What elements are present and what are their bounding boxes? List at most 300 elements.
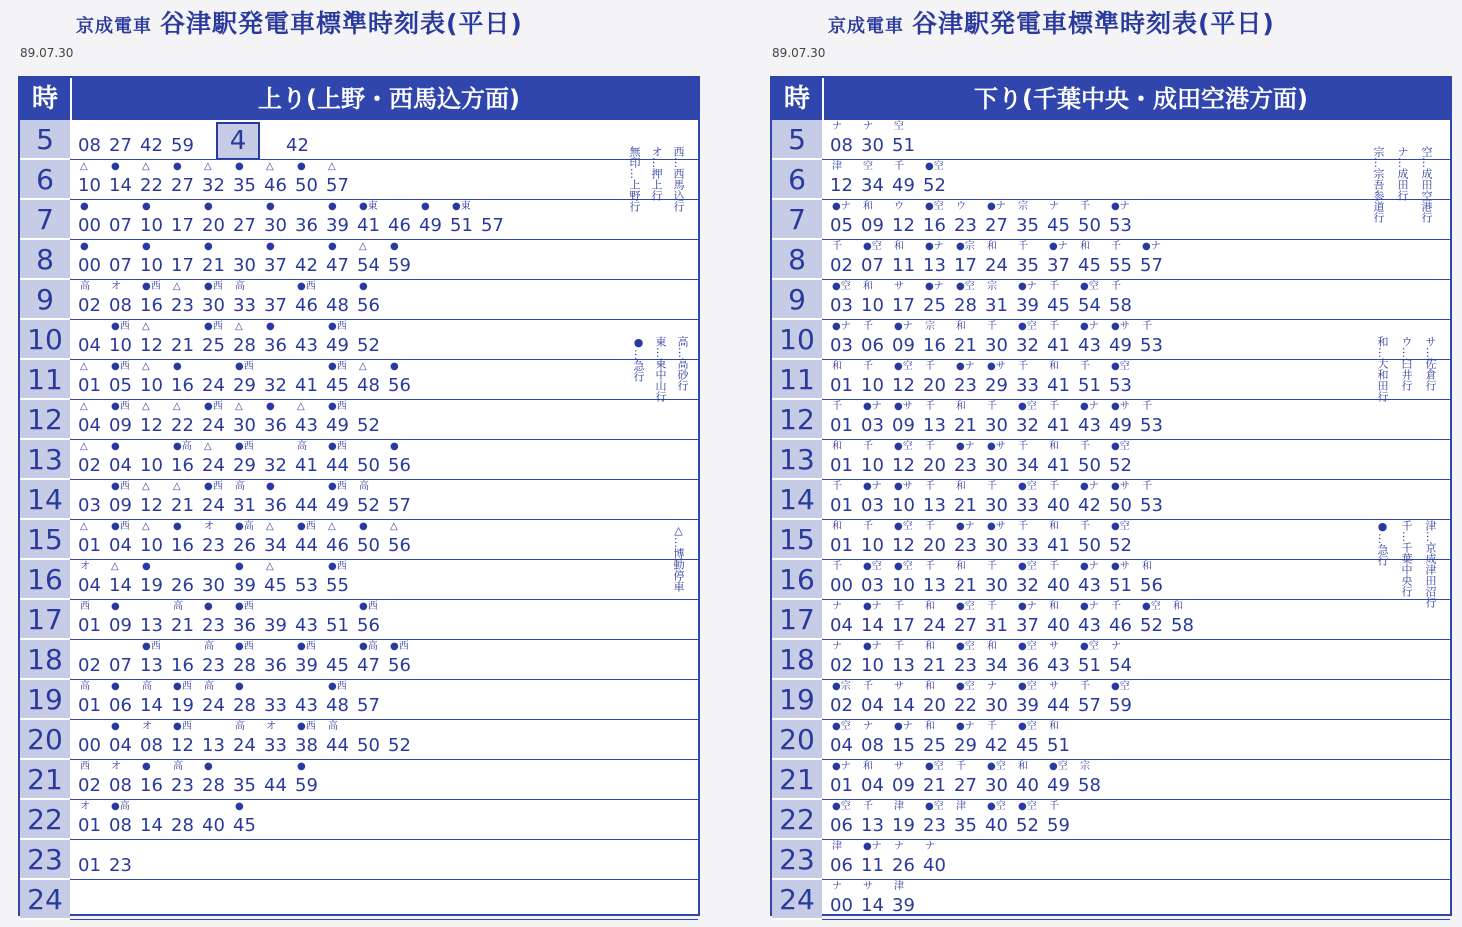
departure-time [295, 640, 326, 680]
minute-value: 24 [202, 495, 225, 516]
minute-value: 29 [954, 735, 977, 756]
minute-value: 45 [1078, 255, 1101, 276]
minute-value: 50 [1078, 215, 1101, 236]
minute-value: 46 [264, 175, 287, 196]
train-type-mark: ● [142, 561, 151, 572]
minute-value: 46 [295, 295, 318, 316]
minute-value: 14 [109, 175, 132, 196]
minute-value: 39 [264, 615, 287, 636]
minute-value: 28 [202, 775, 225, 796]
train-type-mark: ●ナ [863, 641, 882, 652]
departure-time [202, 680, 233, 720]
train-type-mark: ● [390, 441, 399, 452]
departure-time [202, 720, 233, 760]
departure-time [830, 720, 861, 760]
departure-time [295, 320, 326, 360]
minute-value: 48 [357, 375, 380, 396]
train-type-mark: 和 [925, 721, 935, 732]
departure-time [326, 600, 357, 640]
train-type-mark: ●西 [111, 521, 130, 532]
departure-time [1109, 560, 1140, 600]
train-type-mark: ●西 [235, 441, 254, 452]
minute-value: 35 [1016, 255, 1039, 276]
departure-time [1109, 480, 1140, 520]
minute-value: 34 [1016, 455, 1039, 476]
departure-time [954, 240, 985, 280]
departure-time [295, 720, 326, 760]
minute-value: 45 [1047, 215, 1070, 236]
departure-time [295, 680, 326, 720]
departure-time [450, 200, 481, 240]
departure-time [388, 480, 419, 520]
minute-value: 50 [1109, 495, 1132, 516]
minute-value: 17 [892, 615, 915, 636]
table-row [20, 760, 698, 800]
minute-value: 40 [1047, 615, 1070, 636]
minutes-list [78, 440, 419, 480]
train-type-mark: △ [80, 521, 88, 532]
minute-value: 24 [202, 415, 225, 436]
train-type-mark: サ [894, 681, 904, 692]
departure-time [78, 600, 109, 640]
train-type-mark: 西 [80, 601, 90, 612]
minute-value: 23 [202, 615, 225, 636]
departure-time [830, 440, 861, 480]
departure-time [985, 240, 1016, 280]
train-type-mark: 和 [1049, 521, 1059, 532]
departure-time [233, 400, 264, 440]
departure-time [171, 200, 202, 240]
departure-time [140, 600, 171, 640]
train-type-mark: オ [111, 281, 121, 292]
minute-value: 43 [1078, 415, 1101, 436]
departure-time [892, 640, 923, 680]
minute-value: 57 [388, 495, 411, 516]
minute-value: 30 [233, 415, 256, 436]
train-type-mark: ●高 [173, 441, 192, 452]
hour-cell: 20 [772, 720, 822, 760]
departure-time [1047, 480, 1078, 520]
minute-value: 33 [264, 735, 287, 756]
train-type-mark: △ [204, 161, 212, 172]
departure-time [140, 240, 171, 280]
departure-time [861, 600, 892, 640]
minute-value: 41 [1047, 375, 1070, 396]
minute-value: 52 [1140, 615, 1163, 636]
departure-time [264, 640, 295, 680]
departure-time [233, 440, 264, 480]
legend-item: △…博動停車 [672, 524, 685, 592]
departure-time [388, 440, 419, 480]
departure-time [78, 360, 109, 400]
minute-value: 54 [357, 255, 380, 276]
minutes-list [78, 600, 388, 640]
train-type-mark: ●西 [204, 321, 223, 332]
departure-time [171, 360, 202, 400]
minute-value: 22 [954, 695, 977, 716]
minute-value: 09 [892, 415, 915, 436]
train-type-mark: 千 [1142, 321, 1152, 332]
departure-time [78, 440, 109, 480]
train-type-mark: ●ナ [956, 721, 975, 732]
departure-time [1078, 360, 1109, 400]
minute-value: 40 [1016, 775, 1039, 796]
minute-value: 51 [1078, 375, 1101, 396]
minute-value: 02 [78, 655, 101, 676]
minute-value: 49 [892, 175, 915, 196]
departure-time [892, 120, 923, 160]
train-type-mark: ● [142, 201, 151, 212]
hour-cell: 9 [772, 280, 822, 320]
minute-value: 42 [295, 255, 318, 276]
minute-value: 12 [892, 455, 915, 476]
train-type-mark: ●空 [832, 801, 851, 812]
departure-time [954, 480, 985, 520]
minute-value: 02 [78, 775, 101, 796]
hour-cell: 8 [772, 240, 822, 280]
minute-value: 13 [923, 575, 946, 596]
train-type-mark: ナ [863, 721, 873, 732]
departure-time [233, 640, 264, 680]
train-type-mark: ウ [894, 201, 904, 212]
minute-value: 36 [233, 615, 256, 636]
train-type-mark: ● [266, 321, 275, 332]
minute-value: 21 [954, 415, 977, 436]
minute-value: 12 [892, 215, 915, 236]
departure-time [140, 720, 171, 760]
departure-time [830, 360, 861, 400]
minute-value: 24 [233, 735, 256, 756]
hour-cell: 17 [772, 600, 822, 640]
departure-time [1140, 560, 1171, 600]
departure-time [295, 200, 326, 240]
departure-time [326, 320, 357, 360]
minute-value: 29 [233, 375, 256, 396]
minute-value: 09 [109, 615, 132, 636]
minute-value: 10 [140, 255, 163, 276]
train-type-mark: ナ [832, 881, 842, 892]
minute-value: 21 [954, 575, 977, 596]
departure-time [923, 680, 954, 720]
print-date: 89.07.30 [772, 46, 826, 60]
train-type-mark: 千 [863, 321, 873, 332]
departure-time [1016, 480, 1047, 520]
minute-value: 51 [892, 135, 915, 156]
minute-value: 34 [264, 535, 287, 556]
minute-value: 08 [109, 775, 132, 796]
minutes-list [830, 400, 1171, 440]
train-type-mark: 千 [1018, 441, 1028, 452]
train-type-mark: ●高 [111, 801, 130, 812]
departure-time [830, 240, 861, 280]
departure-time [109, 720, 140, 760]
minute-value: 00 [78, 255, 101, 276]
train-type-mark: ●ナ [925, 241, 944, 252]
minute-value: 30 [861, 135, 884, 156]
departure-time [830, 480, 861, 520]
departure-time [1047, 640, 1078, 680]
departure-time [233, 720, 264, 760]
train-type-mark: △ [173, 281, 181, 292]
departure-time [202, 800, 233, 840]
departure-time [892, 880, 923, 920]
minute-value: 33 [1016, 495, 1039, 516]
departure-time [1140, 320, 1171, 360]
minute-value: 58 [1171, 615, 1194, 636]
minutes-list [830, 560, 1171, 600]
table-row [20, 560, 698, 600]
minute-value: 41 [295, 455, 318, 476]
minute-value: 39 [1016, 695, 1039, 716]
minute-value: 16 [171, 455, 194, 476]
minutes-list [78, 240, 419, 280]
train-type-mark: 千 [925, 561, 935, 572]
departure-time [861, 840, 892, 880]
train-type-mark: ●ナ [1111, 201, 1130, 212]
departure-time [923, 200, 954, 240]
minute-value: 14 [140, 695, 163, 716]
departure-time [861, 400, 892, 440]
train-type-mark: △ [142, 161, 150, 172]
minute-value: 00 [830, 575, 853, 596]
departure-time [1078, 520, 1109, 560]
train-type-mark: 千 [1080, 681, 1090, 692]
minute-value: 14 [861, 615, 884, 636]
train-type-mark: 千 [832, 401, 842, 412]
train-type-mark: ●西 [142, 641, 161, 652]
minute-value: 44 [264, 775, 287, 796]
departure-time [1078, 760, 1109, 800]
departure-time [233, 480, 264, 520]
departure-time [985, 600, 1016, 640]
train-type-mark: △ [173, 481, 181, 492]
minute-value: 41 [1047, 535, 1070, 556]
minute-value: 33 [1016, 535, 1039, 556]
train-type-mark: 千 [1049, 801, 1059, 812]
minute-value: 16 [923, 215, 946, 236]
minute-value: 43 [295, 695, 318, 716]
departure-time [861, 720, 892, 760]
train-type-mark: ● [266, 481, 275, 492]
departure-time [1109, 320, 1140, 360]
departure-time [171, 240, 202, 280]
train-type-mark: ナ [1111, 641, 1121, 652]
departure-time [357, 480, 388, 520]
departure-time [233, 560, 264, 600]
departure-time [1016, 640, 1047, 680]
minute-value: 16 [140, 775, 163, 796]
minutes-list [78, 560, 357, 600]
minute-value: 47 [357, 655, 380, 676]
train-type-mark: 千 [925, 521, 935, 532]
departure-time [295, 280, 326, 320]
train-type-mark: 和 [925, 601, 935, 612]
company-name: 京成電車 [76, 16, 152, 37]
minute-value: 02 [830, 655, 853, 676]
train-type-mark: △ [328, 161, 336, 172]
hour-cell: 12 [20, 400, 70, 440]
departure-time [1109, 400, 1140, 440]
departure-time [78, 240, 109, 280]
departure-time [326, 440, 357, 480]
train-type-mark: 空 [894, 121, 904, 132]
train-type-mark: ●空 [894, 561, 913, 572]
train-type-mark: 和 [956, 321, 966, 332]
train-type-mark: ● [328, 241, 337, 252]
minute-value: 52 [923, 175, 946, 196]
train-type-mark: オ [111, 761, 121, 772]
departure-time [1078, 440, 1109, 480]
departure-time [1078, 400, 1109, 440]
minutes-list [830, 320, 1171, 360]
train-type-mark: ●空 [1049, 761, 1068, 772]
train-type-mark: △ [142, 481, 150, 492]
minute-value: 29 [985, 375, 1008, 396]
minute-value: 04 [78, 415, 101, 436]
train-type-mark: ●空 [925, 761, 944, 772]
minutes-list [78, 280, 388, 320]
sheet-header [76, 4, 523, 40]
train-type-mark: ●ナ [863, 481, 882, 492]
minute-value: 01 [830, 455, 853, 476]
train-type-mark: 西 [80, 761, 90, 772]
table-row [20, 120, 698, 160]
company-name: 京成電車 [828, 16, 904, 37]
departure-time [264, 760, 295, 800]
minute-value: 01 [830, 775, 853, 796]
table-row [772, 160, 1450, 200]
hour-cell: 22 [20, 800, 70, 840]
departure-time [985, 320, 1016, 360]
minute-value: 24 [985, 255, 1008, 276]
minute-value: 51 [326, 615, 349, 636]
minute-value: 12 [140, 495, 163, 516]
minute-value: 50 [1078, 455, 1101, 476]
minute-value: 30 [985, 575, 1008, 596]
hour-cell: 18 [772, 640, 822, 680]
departure-time [985, 400, 1016, 440]
departure-time [171, 480, 202, 520]
train-type-mark: 千 [1049, 321, 1059, 332]
table-row [772, 320, 1450, 360]
minute-value: 02 [830, 695, 853, 716]
minute-value: 30 [985, 455, 1008, 476]
train-type-mark: △ [80, 161, 88, 172]
departure-time [295, 360, 326, 400]
table-row [20, 880, 698, 920]
departure-time [830, 640, 861, 680]
minute-value: 53 [1140, 415, 1163, 436]
departure-time [295, 440, 326, 480]
train-type-mark: ●空 [987, 761, 1006, 772]
train-type-mark: ● [204, 601, 213, 612]
train-type-mark: ●西 [111, 321, 130, 332]
minute-value: 04 [109, 535, 132, 556]
departure-time [1047, 360, 1078, 400]
train-type-mark: ●ナ [1018, 281, 1037, 292]
minute-value: 56 [357, 295, 380, 316]
train-type-mark: 千 [987, 401, 997, 412]
train-type-mark: 千 [1018, 521, 1028, 532]
hour-cell: 11 [20, 360, 70, 400]
departure-time [264, 280, 295, 320]
legend-item: ●…急行 [1376, 520, 1389, 566]
departure-time [892, 720, 923, 760]
departure-time [78, 680, 109, 720]
train-type-mark: △ [359, 361, 367, 372]
train-type-mark: ●ナ [987, 201, 1006, 212]
train-type-mark: △ [80, 401, 88, 412]
train-type-mark: ●西 [111, 361, 130, 372]
train-type-mark: ●空 [956, 681, 975, 692]
train-type-mark: 高 [359, 481, 369, 492]
departure-time [1078, 480, 1109, 520]
train-type-mark: 和 [1049, 721, 1059, 732]
departure-time [171, 400, 202, 440]
minute-value: 33 [233, 295, 256, 316]
departure-time [1109, 240, 1140, 280]
table-row [20, 400, 698, 440]
minute-value: 43 [1078, 335, 1101, 356]
hour-cell: 15 [772, 520, 822, 560]
departure-time [357, 600, 388, 640]
departure-time [954, 400, 985, 440]
minutes-list [78, 760, 326, 800]
train-type-mark: ● [204, 241, 213, 252]
departure-time [861, 640, 892, 680]
minute-value: 41 [1047, 415, 1070, 436]
minutes-list [78, 400, 388, 440]
direction-title: 上り(上野・西馬込方面) [258, 85, 520, 113]
train-type-mark: 高 [235, 721, 245, 732]
departure-time [861, 160, 892, 200]
departure-time [264, 720, 295, 760]
hour-cell: 13 [772, 440, 822, 480]
train-type-mark: 千 [863, 801, 873, 812]
table-row [772, 640, 1450, 680]
minute-value: 53 [1109, 375, 1132, 396]
minute-value: 58 [1078, 775, 1101, 796]
train-type-mark: ●空 [832, 281, 851, 292]
departure-time [264, 200, 295, 240]
table-row [20, 600, 698, 640]
departure-time [923, 800, 954, 840]
departure-time [109, 840, 140, 880]
minute-value: 10 [109, 335, 132, 356]
train-type-mark: 高 [328, 721, 338, 732]
departure-time [171, 680, 202, 720]
minute-value: 27 [954, 615, 977, 636]
departure-time [1016, 200, 1047, 240]
train-type-mark: △ [297, 401, 305, 412]
train-type-mark: △ [235, 321, 243, 332]
train-type-mark: ● [266, 401, 275, 412]
minute-value: 43 [295, 335, 318, 356]
departure-time [171, 800, 202, 840]
table-row [772, 400, 1450, 440]
train-type-mark: 千 [863, 521, 873, 532]
train-type-mark: ●サ [987, 441, 1006, 452]
departure-time [233, 160, 264, 200]
departure-time [892, 800, 923, 840]
minute-value: 01 [830, 415, 853, 436]
minute-value: 21 [202, 255, 225, 276]
minute-value: 41 [1047, 455, 1070, 476]
departure-time [1109, 680, 1140, 720]
minute-value: 03 [861, 415, 884, 436]
table-row [20, 680, 698, 720]
train-type-mark: 千 [863, 361, 873, 372]
